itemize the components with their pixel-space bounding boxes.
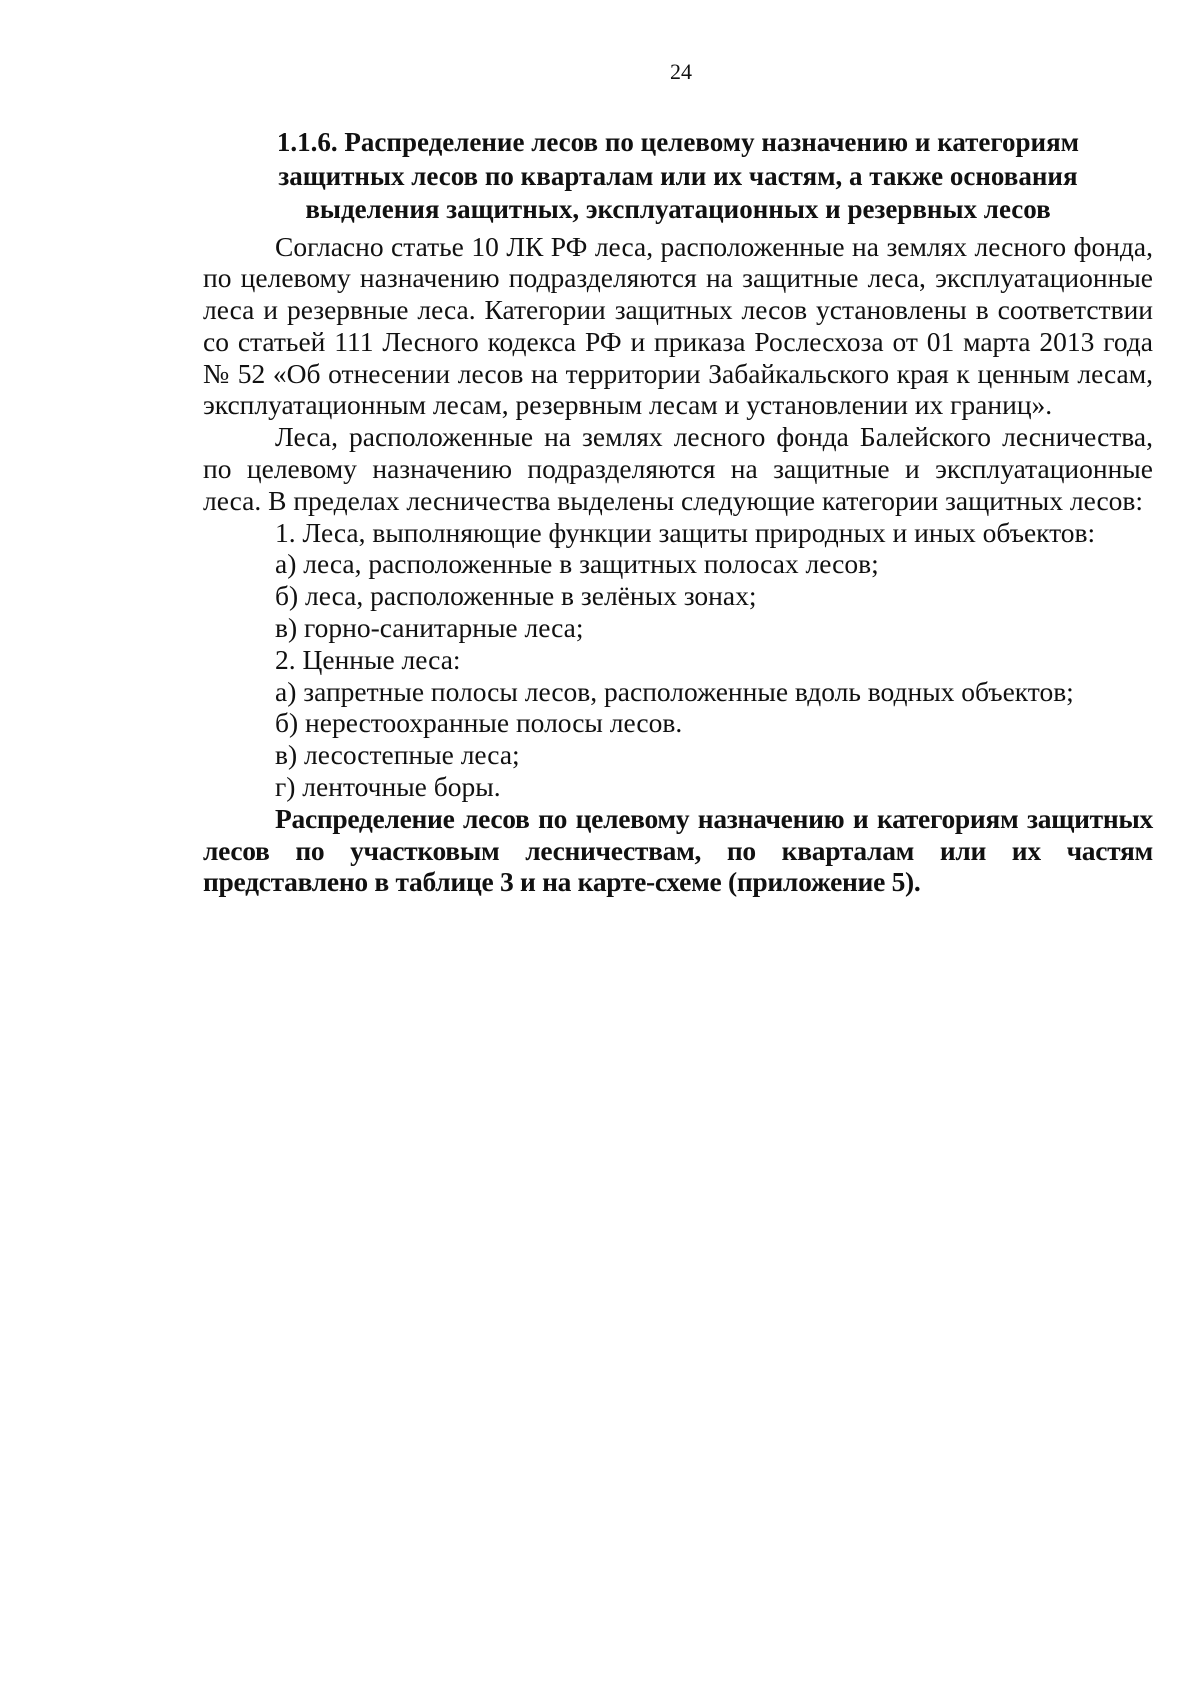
list-item: 2. Ценные леса: <box>275 643 461 675</box>
paragraph-legal-basis: Согласно статье 10 ЛК РФ леса, расположенные на землях лесного фонда, по целевому назначению подразделяются на защитные леса, эксплуатационные леса и резервные леса. Категории защитных лесов установлены в соответствии со статьей 111 Лесного кодекса РФ и приказа Рослесхоза от 01 марта 2013 года № 52 «Об отнесении лесов на территории Забайкальского края к ценным лесам, эксплуатационным лесам, резервным лесам и установлении их границ». <box>203 230 1153 421</box>
list-item: а) запретные полосы лесов, расположенные вдоль водных объектов; <box>275 675 1074 707</box>
list-item: б) нерестоохранные полосы лесов. <box>275 707 683 739</box>
paragraph-distribution-reference: Распределение лесов по целевому назначению и категориям защитных лесов по участковым лесничествам, по кварталам или их частям представлено в таблице 3 и на карте-схеме (приложение 5). <box>203 802 1153 898</box>
document-body <box>203 126 1153 898</box>
list-item: в) горно-санитарные леса; <box>275 612 584 644</box>
section-heading: 1.1.6. Распределение лесов по целевому назначению и категориям защитных лесов по кварталам или их частям, а также основания выделения защитных, эксплуатационных и резервных лесов <box>276 127 1080 224</box>
list-item: г) ленточные боры. <box>275 771 501 803</box>
list-item: б) леса, расположенные в зелёных зонах; <box>275 580 757 612</box>
page-number: 24 <box>670 59 692 84</box>
protective-forest-categories-list <box>203 517 1153 803</box>
list-item: в) лесостепные леса; <box>275 739 520 771</box>
paragraph-forest-division: Леса, расположенные на землях лесного фонда Балейского лесничества, по целевому назначению подразделяются на защитные и эксплуатационные леса. В пределах лесничества выделены следующие категории защитных лесов: <box>203 421 1153 516</box>
list-item: 1. Леса, выполняющие функции защиты природных и иных объектов: <box>275 516 1096 548</box>
list-item: а) леса, расположенные в защитных полосах лесов; <box>275 548 879 580</box>
